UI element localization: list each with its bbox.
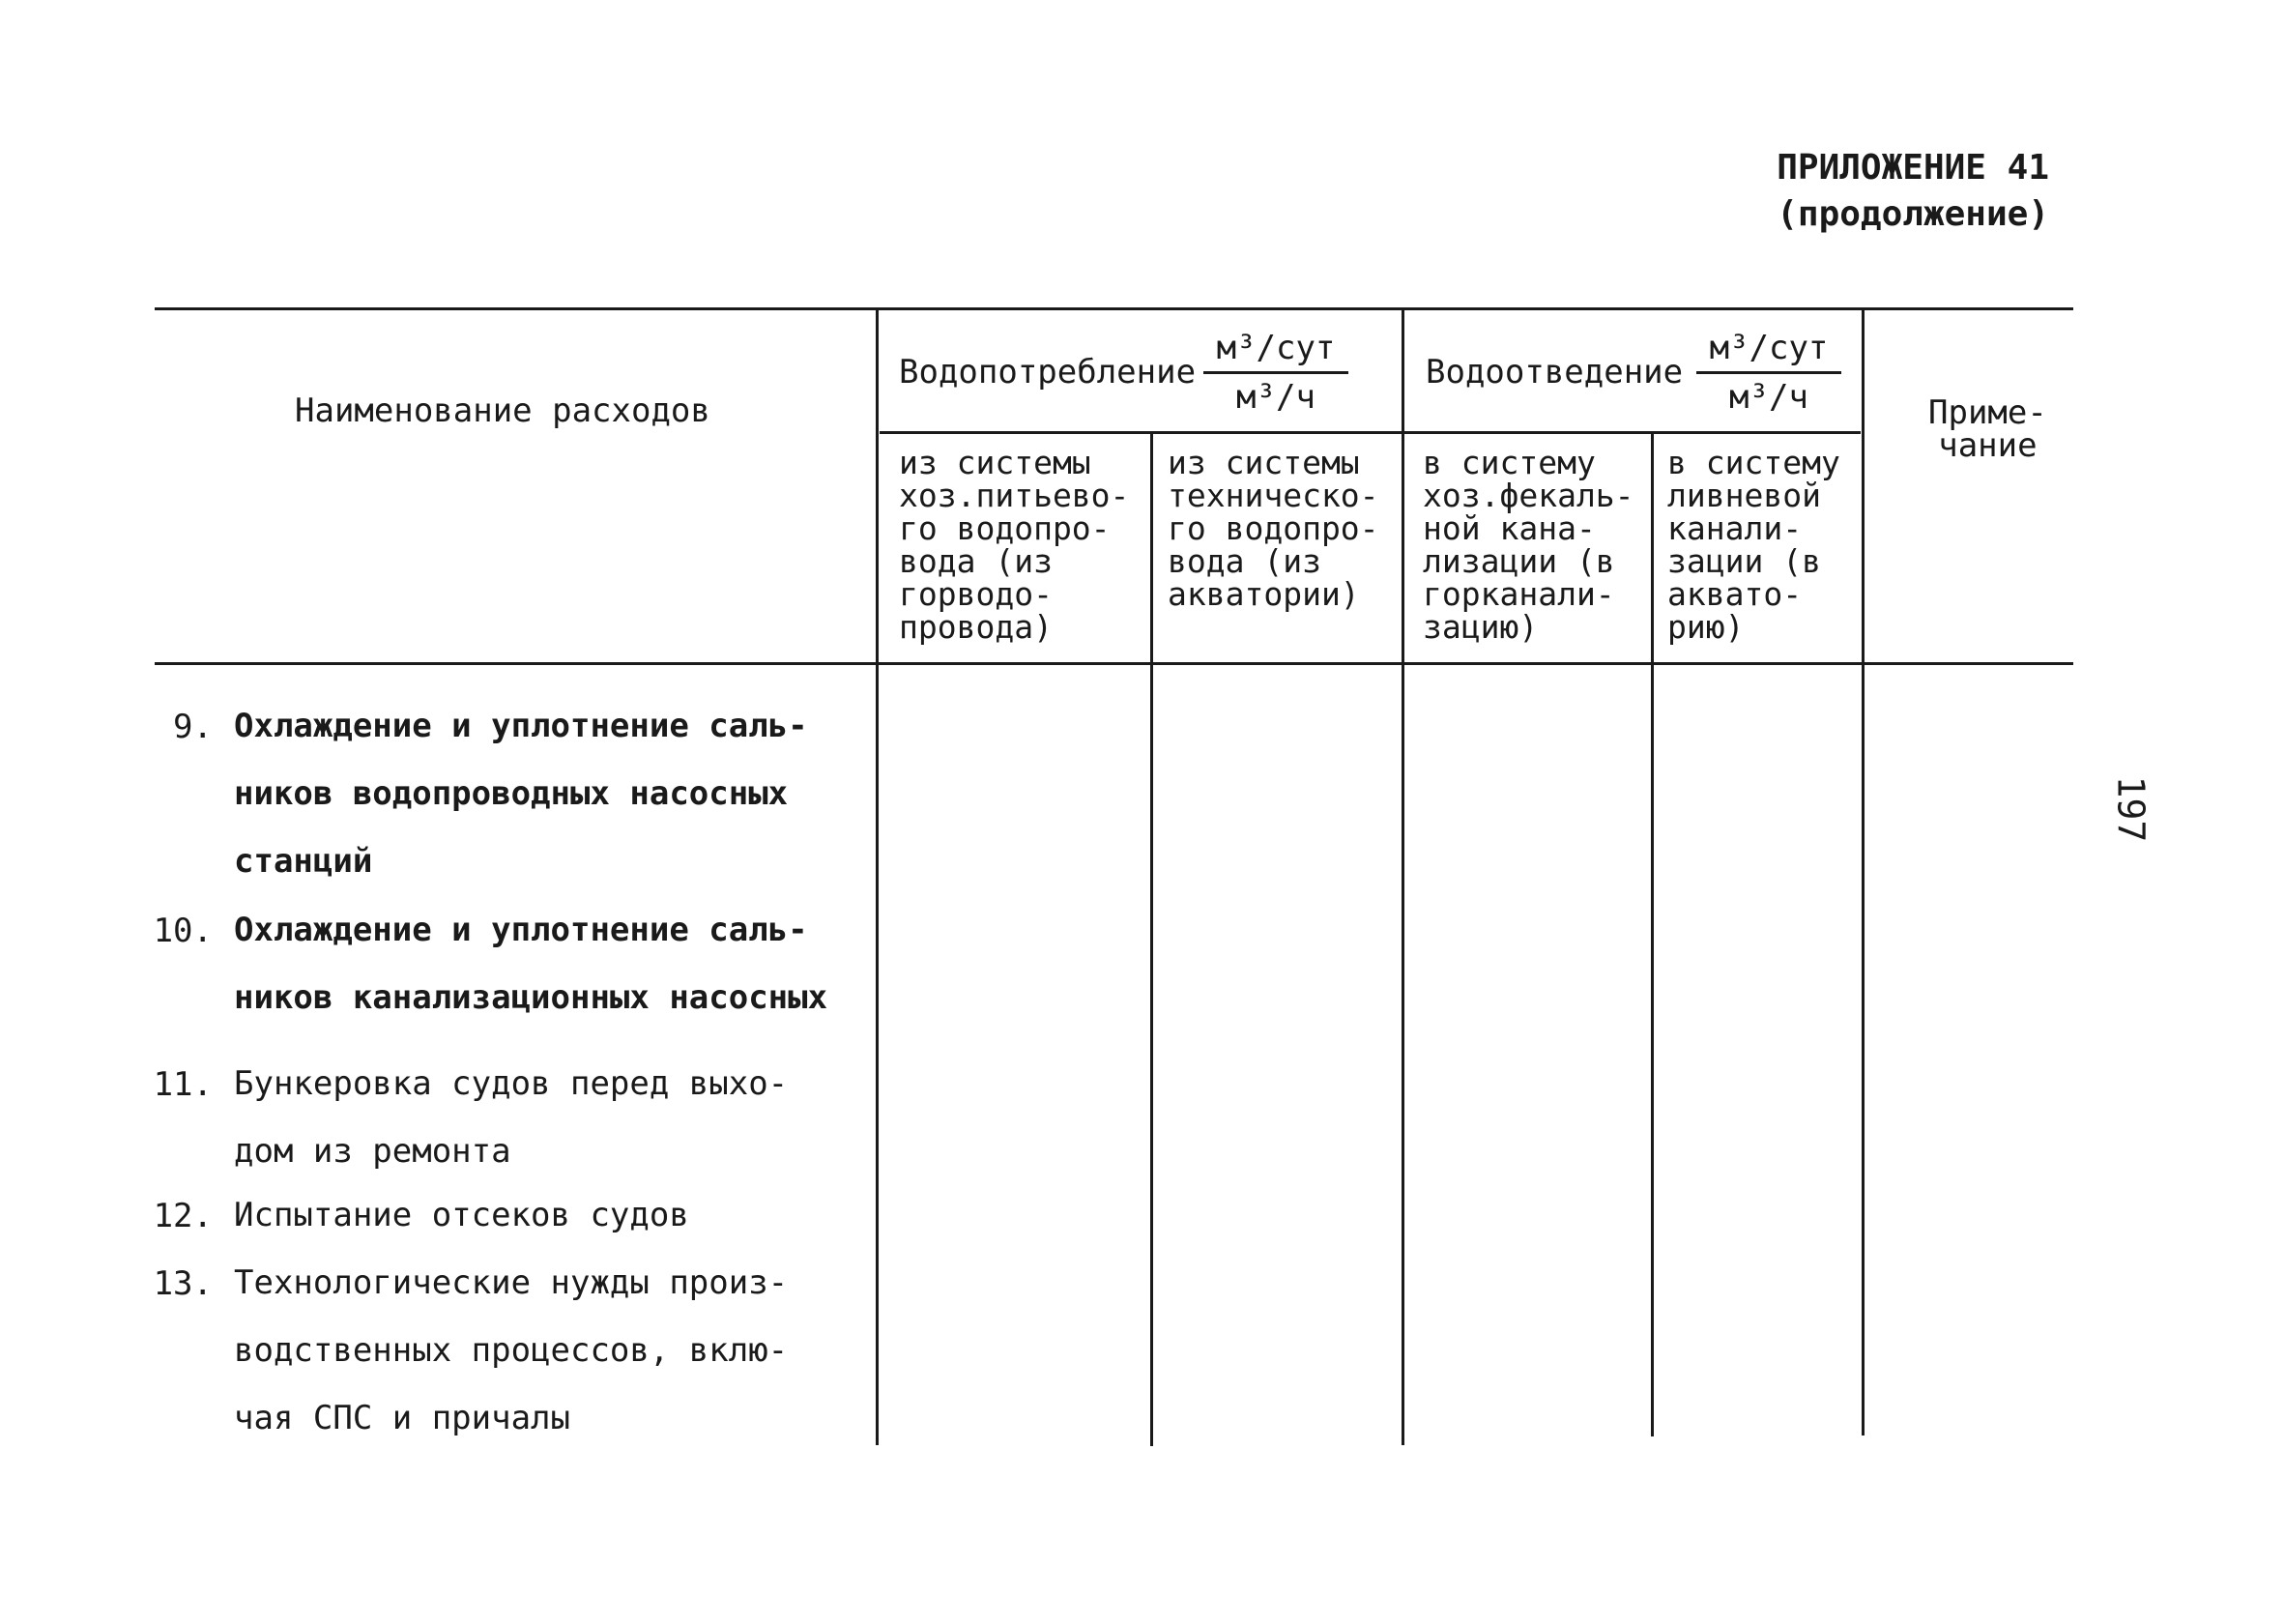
row-number: 9.	[173, 708, 213, 746]
table-row: Охлаждение и уплотнение саль- ников водопроводных насосных станций	[234, 707, 808, 881]
header-note-col: Приме- чание	[1928, 393, 2047, 465]
appendix-title: ПРИЛОЖЕНИЕ 41	[1777, 148, 2049, 188]
table-row: Бункеровка судов перед выхо- дом из ремонта	[234, 1064, 789, 1171]
col-divider-3	[1402, 309, 1404, 1445]
col-divider-2	[1150, 431, 1153, 1446]
table-row: Охлаждение и уплотнение саль- ников канализационных насосных	[234, 911, 828, 1017]
header-discharge-label: Водоотведение	[1426, 353, 1684, 392]
appendix-heading	[1740, 145, 2049, 238]
subcol-sewer: в систему хоз.фекаль- ной кана- лизации (в горканали- зацию)	[1423, 444, 1634, 646]
row-number: 11.	[153, 1065, 213, 1104]
table-row: Испытание отсеков судов	[234, 1196, 689, 1234]
page-number: 197	[2109, 775, 2153, 843]
discharge-unit-den: м³/ч	[1729, 378, 1808, 417]
col-divider-5	[1862, 309, 1865, 1436]
row-number: 10.	[153, 912, 213, 950]
discharge-unit-num: м³/сут	[1696, 329, 1841, 374]
header-consumption-label: Водопотребление	[899, 353, 1197, 392]
row-number: 12.	[153, 1197, 213, 1235]
subcol-potable: из системы хоз.питьево- го водопро- вода (из горводо- провода)	[899, 444, 1130, 646]
header-discharge-unit	[1696, 329, 1841, 417]
table-top-rule	[155, 307, 2073, 310]
consumption-unit-den: м³/ч	[1236, 378, 1315, 417]
header-consumption-unit	[1203, 329, 1348, 417]
header-name-col: Наименование расходов	[295, 392, 710, 430]
consumption-unit-num: м³/сут	[1203, 329, 1348, 374]
table-row: Технологические нужды произ- водственных процессов, вклю- чая СПС и причалы	[234, 1263, 789, 1437]
header-bottom-rule	[155, 662, 2073, 665]
header-sub-rule	[880, 431, 1861, 434]
subcol-technical: из системы техническо- го водопро- вода (из акватории)	[1168, 444, 1379, 613]
row-number: 13.	[153, 1264, 213, 1303]
col-divider-4	[1651, 431, 1654, 1436]
subcol-storm: в систему ливневой канали- зации (в аквато- рию)	[1667, 444, 1840, 646]
appendix-subtitle: (продолжение)	[1777, 194, 2049, 234]
